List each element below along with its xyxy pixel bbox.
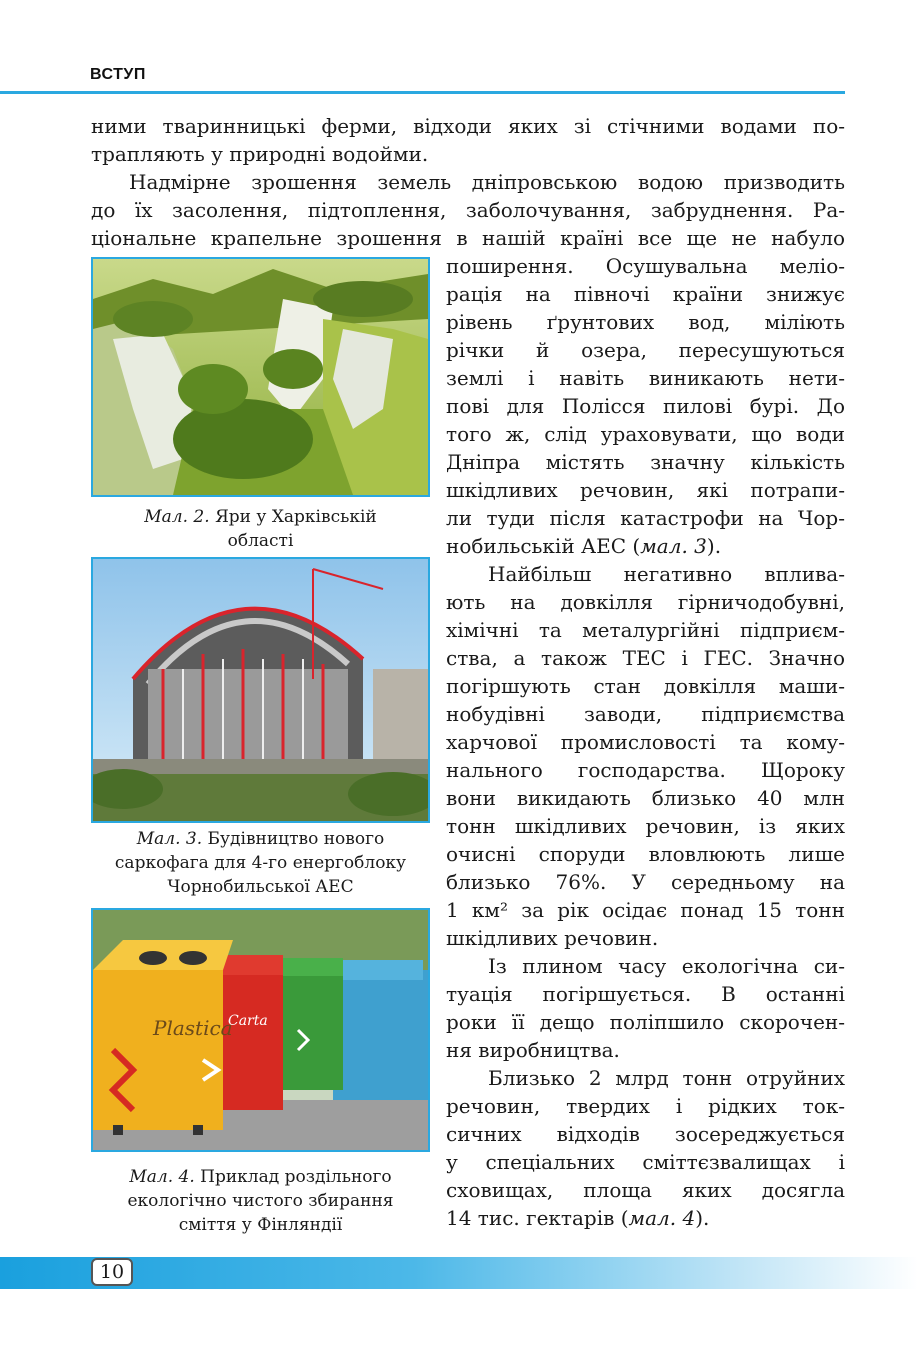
text-line: Найбільш негативно вплива- — [488, 562, 845, 586]
ravine-illustration — [93, 259, 428, 495]
figure-3-caption — [91, 827, 430, 899]
text-line: сичних відходів зосереджується — [446, 1122, 845, 1146]
page-number: 10 — [91, 1258, 133, 1286]
paragraph-1 — [91, 112, 845, 168]
bin-label-plastica: Plastica — [153, 1016, 233, 1040]
text-line: вони викидають близько 40 млн — [446, 786, 845, 810]
text-line: близько 76%. У середньому на — [446, 870, 845, 894]
recycling-bins-illustration — [93, 910, 428, 1150]
text-line: Дніпра містять значну кількість — [446, 450, 845, 474]
text-line: Надмірне зрошення земель дніпровською водою призводить — [129, 170, 845, 194]
text-line: ють на довкілля гірничодобувні, — [446, 590, 845, 614]
text-line: ними тваринницькі ферми, відходи яких зі стічними водами по- — [91, 114, 845, 138]
figure-reference: мал. 4 — [628, 1206, 696, 1230]
text-line: сховищах, площа яких досягла — [446, 1178, 845, 1202]
text-line: Близько 2 млрд тонн отруйних — [488, 1066, 845, 1090]
text-line: рівень ґрунтових вод, міліють — [446, 310, 845, 334]
figure-2-caption — [91, 505, 430, 553]
section-header: ВСТУП — [90, 66, 146, 83]
text-line: погіршують стан довкілля маши- — [446, 674, 845, 698]
text-line: речовин, твердих і рідких ток- — [446, 1094, 845, 1118]
sarcophagus-illustration — [93, 559, 428, 821]
bin-label-carta: Carta — [228, 1013, 268, 1029]
figure-recycling-bins-photo — [91, 908, 430, 1152]
text-line: нобильській АЕС (мал. 3). — [446, 534, 722, 558]
text-line: землі і навіть виникають нети- — [446, 366, 845, 390]
text-line: ли туди після катастрофи на Чор- — [446, 506, 845, 530]
paragraph-2-continued — [446, 252, 845, 560]
figure-label: Мал. 3. — [136, 829, 203, 849]
text-line: трапляють у природні водойми. — [91, 142, 429, 166]
caption-text: області — [227, 531, 294, 551]
text-line: ства, а також ТЕС і ГЕС. Значно — [446, 646, 845, 670]
text-line: Із плином часу екологічна си- — [488, 954, 845, 978]
text-line: тонн шкідливих речовин, із яких — [446, 814, 845, 838]
text-line: нального господарства. Щороку — [446, 758, 845, 782]
text-line: шкідливих речовин. — [446, 926, 659, 950]
caption-text: Приклад роздільного — [200, 1167, 392, 1187]
header-rule — [0, 91, 845, 94]
paragraph-4 — [446, 952, 845, 1064]
text-line: роки її дещо поліпшило скорочен- — [446, 1010, 845, 1034]
text-line: річки й озера, пересушуються — [446, 338, 845, 362]
figure-label: Мал. 2. — [144, 507, 210, 527]
caption-text: Яри у Харківській — [215, 507, 377, 527]
text-line: ня виробництва. — [446, 1038, 620, 1062]
text-line: нобудівні заводи, підприємства — [446, 702, 845, 726]
text-line: рація на півночі країни знижує — [446, 282, 845, 306]
figure-reference: мал. 3 — [640, 534, 707, 558]
figure-ravine-photo — [91, 257, 430, 497]
text-line: поширення. Осушувальна меліо- — [446, 254, 845, 278]
text-line: туація погіршується. В останні — [446, 982, 845, 1006]
text-line: 1 км² за рік осідає понад 15 тонн — [446, 898, 845, 922]
text-line: у спеціальних сміттєзвалищах і — [446, 1150, 845, 1174]
text-line: пові для Полісся пилові бурі. До — [446, 394, 845, 418]
caption-text: Чорнобильської АЕС — [167, 877, 354, 897]
text-line: очисні споруди вловлюють лише — [446, 842, 845, 866]
caption-text: саркофага для 4-го енергоблоку — [114, 853, 407, 873]
figure-4-caption — [91, 1165, 430, 1237]
paragraph-3 — [446, 560, 845, 952]
figure-sarcophagus-photo — [91, 557, 430, 823]
text-line: того ж, слід ураховувати, що води — [446, 422, 845, 446]
paragraph-5 — [446, 1064, 845, 1232]
caption-text: Будівництво нового — [207, 829, 385, 849]
text-line: шкідливих речовин, які потрапи- — [446, 478, 845, 502]
text-line: хімічні та металургійні підприєм- — [446, 618, 845, 642]
text-line: до їх засолення, підтоплення, заболочування, забруднення. Ра- — [91, 198, 845, 222]
text-line: 14 тис. гектарів (мал. 4). — [446, 1206, 710, 1230]
paragraph-2 — [91, 168, 845, 252]
figure-label: Мал. 4. — [129, 1167, 195, 1187]
text-line: харчової промисловості та кому- — [446, 730, 845, 754]
text-line: ціональне крапельне зрошення в нашій країні все ще не набуло — [91, 226, 845, 250]
footer-bar — [0, 1257, 918, 1289]
caption-text: екологічно чистого збирання — [127, 1191, 394, 1211]
caption-text: сміття у Фінляндії — [178, 1215, 343, 1235]
